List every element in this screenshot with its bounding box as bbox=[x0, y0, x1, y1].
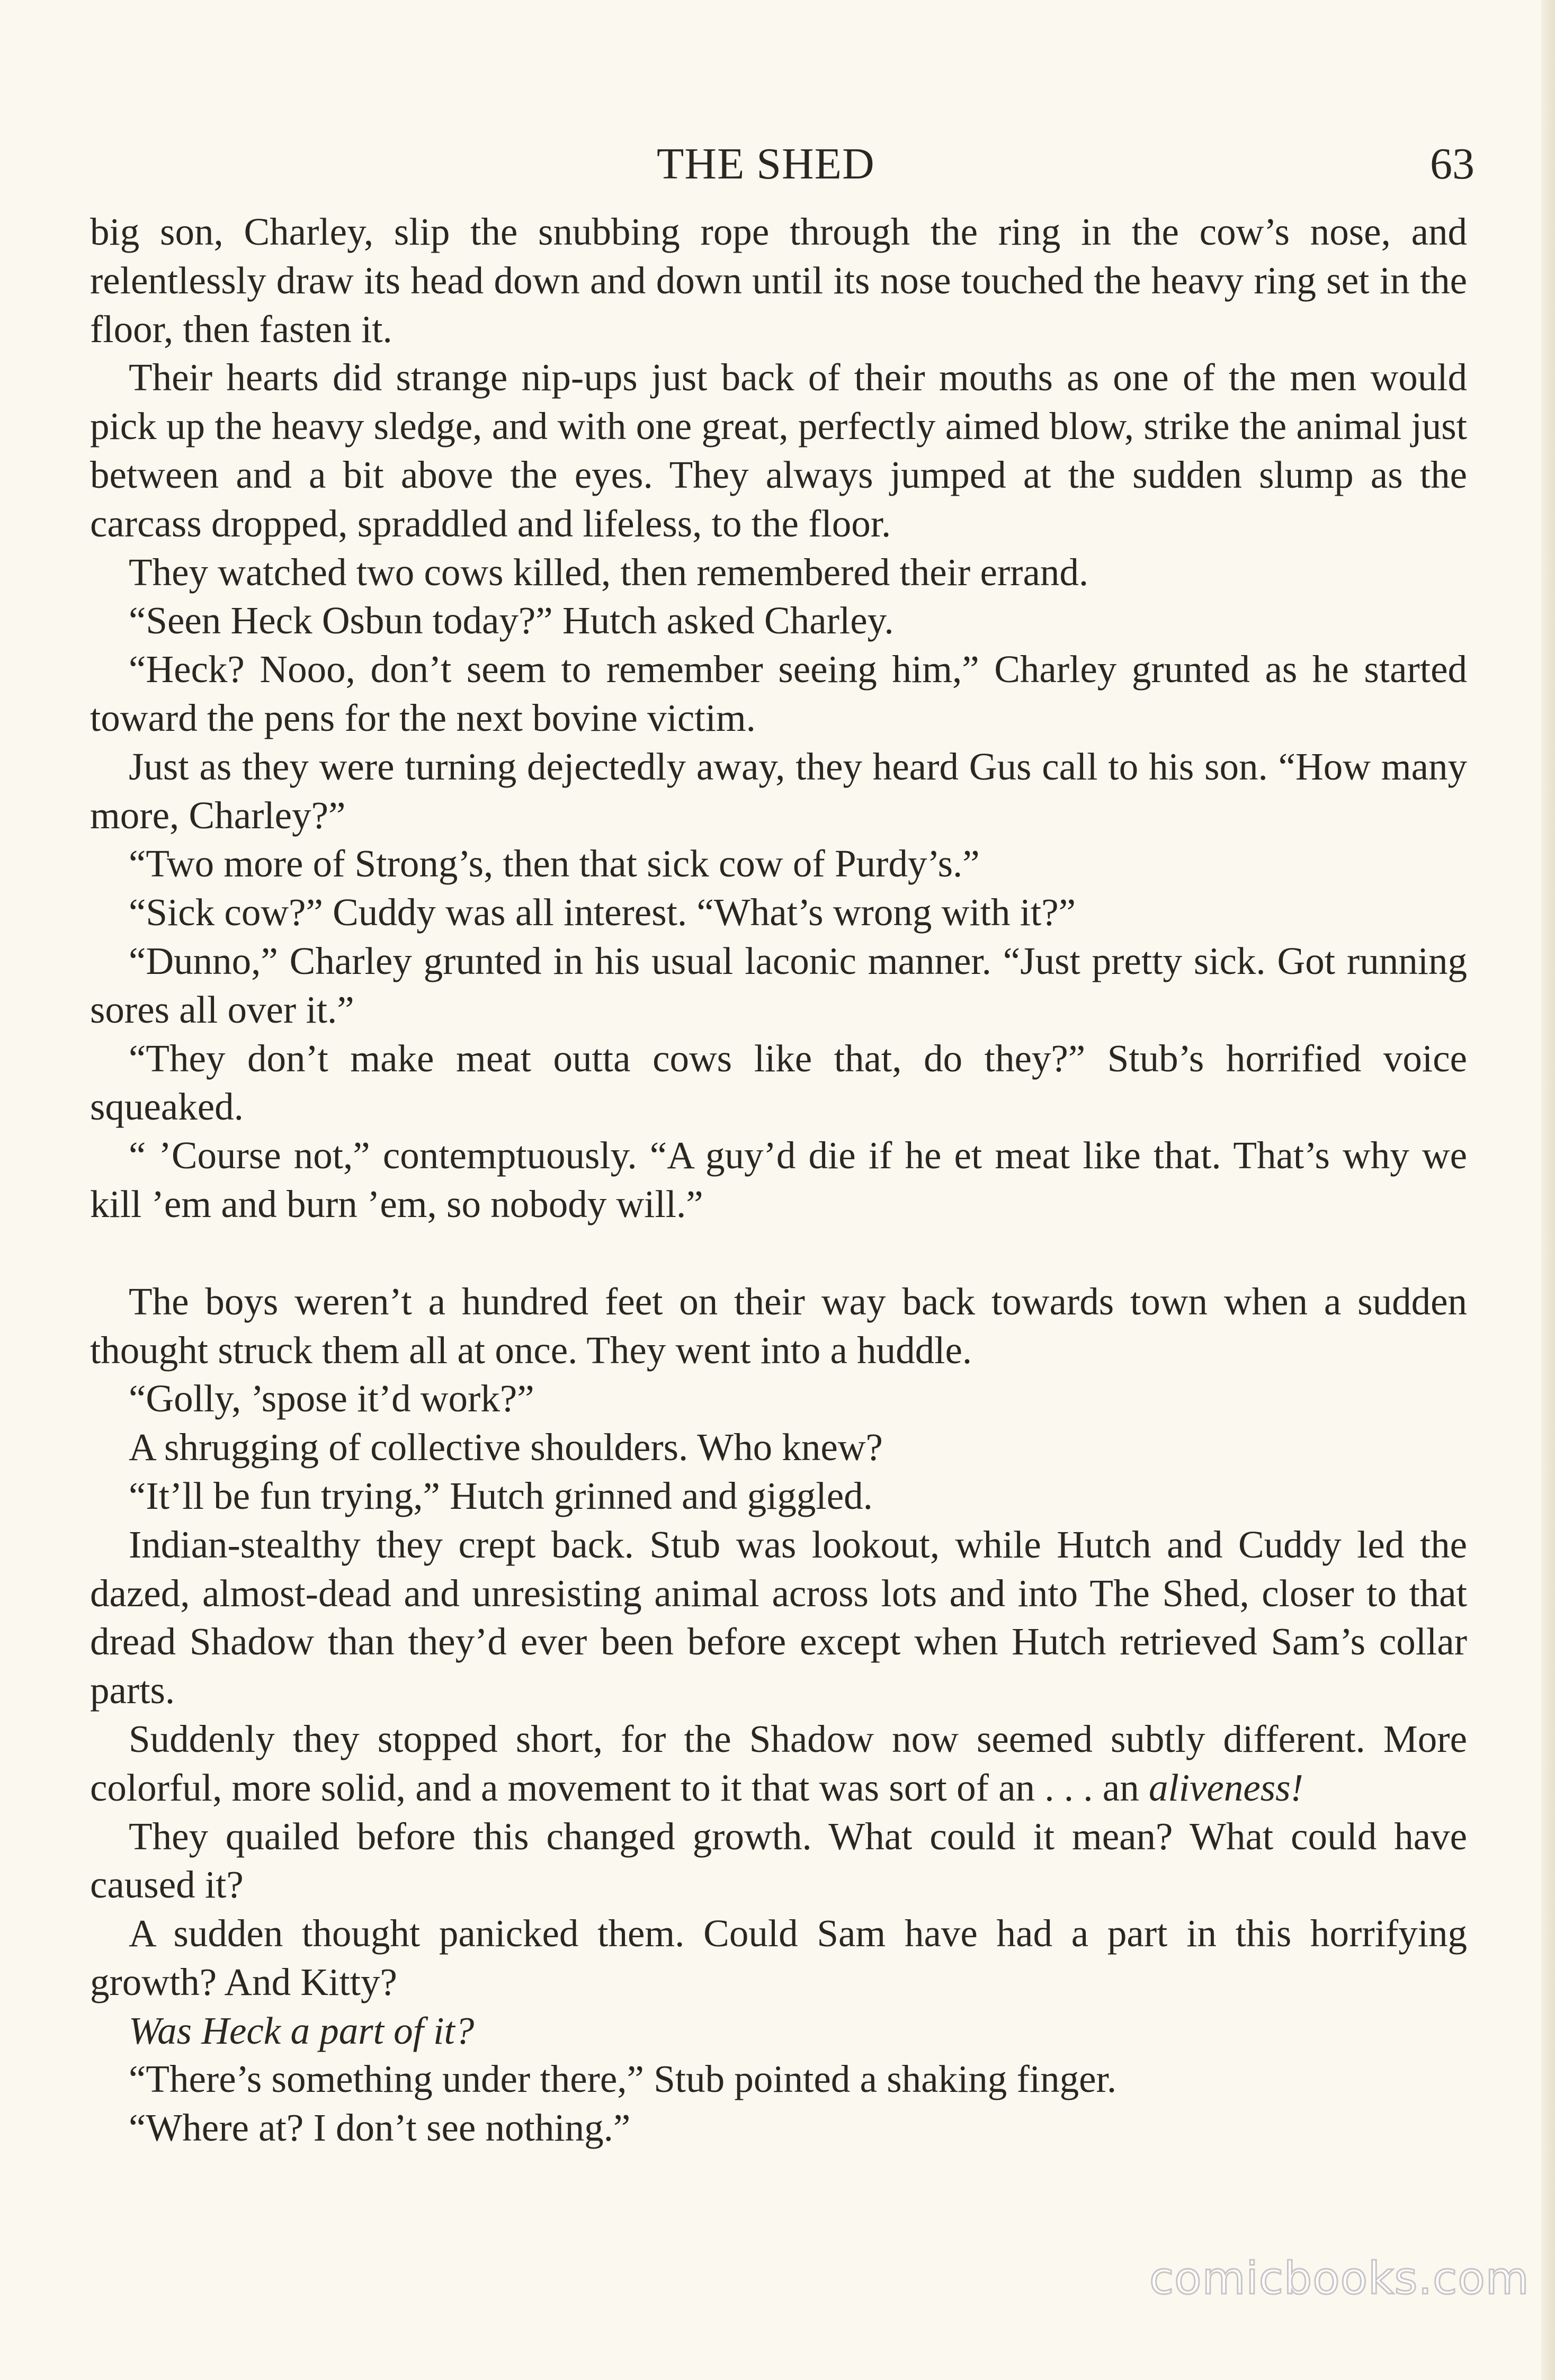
paragraph: “Two more of Strong’s, then that sick cow of Purdy’s.” bbox=[129, 842, 980, 885]
paragraph: “Where at? I don’t see nothing.” bbox=[129, 2106, 631, 2150]
page-edge bbox=[1541, 0, 1555, 2380]
paragraph: “ ’Course not,” contemptuously. “A guy’d die if he et meat like that. That’s why we kill ’em and burn ’em, so nobody will.” bbox=[90, 1134, 1467, 1225]
page-number: 63 bbox=[1430, 139, 1474, 189]
paragraph: A sudden thought panicked them. Could Sam have had a part in this horrifying growth? And Kitty? bbox=[90, 1912, 1467, 2003]
body-text bbox=[90, 208, 1467, 2152]
paragraph: “Golly, ’spose it’d work?” bbox=[129, 1377, 534, 1420]
paragraph: They quailed before this changed growth. What could it mean? What could have caused it? bbox=[90, 1814, 1467, 1907]
paragraph: big son, Charley, slip the snubbing rope through the ring in the cow’s nose, and relentlessly draw its head down and down until its nose touched the heavy ring set in the floor, then fasten it. bbox=[90, 210, 1467, 351]
paragraph: They watched two cows killed, then remembered their errand. bbox=[129, 550, 1089, 594]
paragraph: “Sick cow?” Cuddy was all interest. “What’s wrong with it?” bbox=[129, 891, 1076, 934]
running-head: THE SHED bbox=[657, 139, 875, 189]
paragraph: “It’ll be fun trying,” Hutch grinned and giggled. bbox=[129, 1474, 873, 1517]
section-break bbox=[90, 1229, 1467, 1277]
paragraph bbox=[90, 1715, 1467, 1812]
paragraph: Their hearts did strange nip-ups just back of their mouths as one of the men would pick up the heavy sledge, and with one great, perfectly aimed blow, strike the animal just between and a bit above the eyes. They always jumped at the sudden slump as the carcass dropped, spraddled and lifeless, to the floor. bbox=[90, 356, 1467, 545]
paragraph: “Heck? Nooo, don’t seem to remember seeing him,” Charley grunted as he started toward the pens for the next bovine victim. bbox=[90, 648, 1467, 739]
paragraph: “Dunno,” Charley grunted in his usual laconic manner. “Just pretty sick. Got running sores all over it.” bbox=[90, 939, 1467, 1031]
italic-paragraph: Was Heck a part of it? bbox=[129, 2009, 475, 2052]
watermark: comicbooks.com bbox=[1149, 2252, 1530, 2304]
paragraph: “There’s something under there,” Stub pointed a shaking finger. bbox=[129, 2057, 1117, 2101]
paragraph: The boys weren’t a hundred feet on their way back towards town when a sudden thought struck them all at once. They went into a huddle. bbox=[90, 1280, 1467, 1372]
paragraph-text: Suddenly they stopped short, for the Shadow now seemed subtly different. More colorful, more solid, and a movement to it that was sort of an . . . an bbox=[90, 1717, 1467, 1809]
paragraph: Indian-stealthy they crept back. Stub was lookout, while Hutch and Cuddy led the dazed, almost-dead and unresisting animal across lots and into The Shed, closer to that dread Shadow than they’d ever been before except when Hutch retrieved Sam’s collar parts. bbox=[90, 1523, 1467, 1712]
paragraph: A shrugging of collective shoulders. Who knew? bbox=[129, 1426, 883, 1469]
paragraph: Just as they were turning dejectedly away, they heard Gus call to his son. “How many more, Charley?” bbox=[90, 745, 1467, 837]
paragraph: “They don’t make meat outta cows like that, do they?” Stub’s horrified voice squeaked. bbox=[90, 1036, 1467, 1129]
page-header bbox=[0, 132, 1555, 191]
paragraph: “Seen Heck Osbun today?” Hutch asked Charley. bbox=[129, 599, 894, 642]
emphasis-text: aliveness! bbox=[1148, 1766, 1303, 1809]
